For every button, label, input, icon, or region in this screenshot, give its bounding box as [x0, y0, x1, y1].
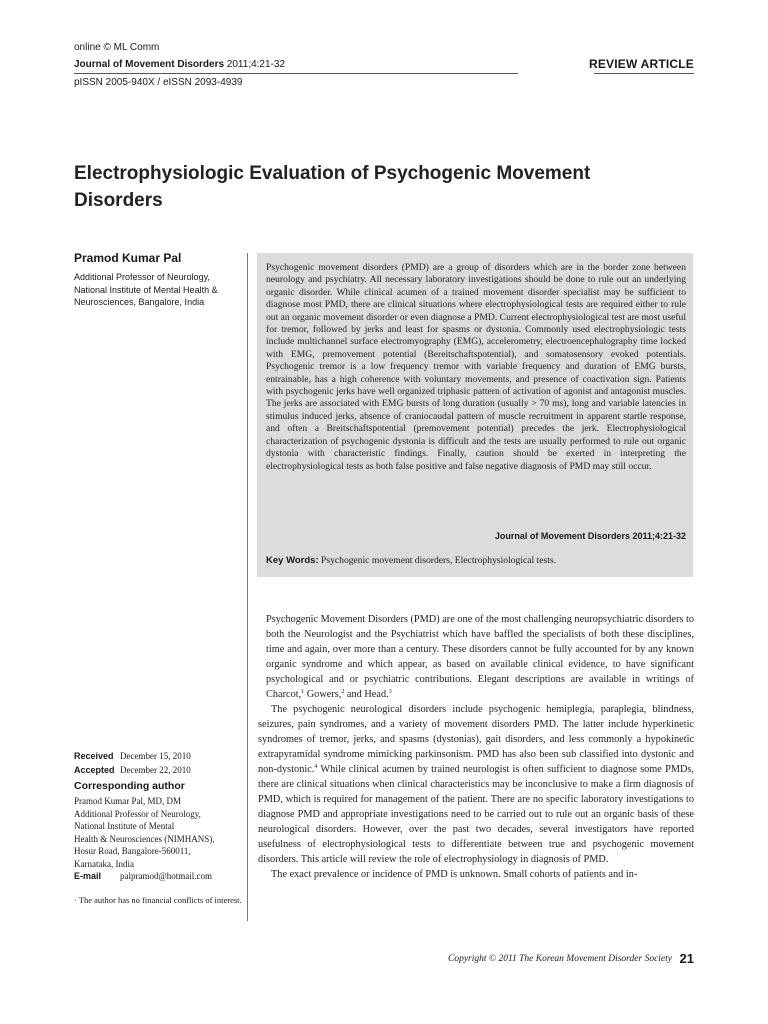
online-label: online © ML Comm — [74, 42, 160, 53]
received-date — [74, 749, 191, 763]
corr-name: Pramod Kumar Pal, MD, DM — [74, 796, 181, 806]
article-type: REVIEW ARTICLE — [588, 57, 694, 71]
author-name: Pramod Kumar Pal — [74, 251, 182, 265]
received-value: December 15, 2010 — [120, 751, 191, 761]
column-divider — [247, 253, 248, 921]
conflict-statement: · The author has no financial conflicts of interest. — [74, 895, 242, 905]
corr-line: Karnataka, India — [74, 858, 134, 869]
body-paragraph-2 — [258, 702, 694, 867]
corr-line: Health & Neurosciences (NIMHANS), — [74, 833, 215, 844]
author-affiliation: Additional Professor of Neurology, National Institute of Mental Health & Neurosciences, Bangalore, India — [74, 272, 218, 307]
header-rule — [74, 73, 518, 74]
accepted-value: December 22, 2010 — [120, 765, 191, 775]
corr-email — [74, 870, 244, 883]
body-text: and Head. — [344, 689, 389, 700]
abstract-citation: Journal of Movement Disorders 2011;4:21-32 — [494, 531, 686, 541]
body-text: The psychogenic neurological disorders include psychogenic hemiplegia, paraplegia, blindness, seizures, pain syndromes, and a variety of movement disorders PMD. The latter include hyperkinetic syndromes of tremor, jerks, and spasms (dystonias), gait disorders, and less commonly a hypokinetic extrapyramidal syndrome mimicking parkinsonism. PMD has also been sub classified into dystonic and non-dystonic. — [258, 704, 694, 775]
reference-1[interactable]: 1 — [301, 689, 305, 695]
email-label: E-mail — [74, 871, 102, 881]
keywords-label: Key Words: — [266, 555, 319, 566]
corr-line: Hosur Road, Bangalore-560011, — [74, 846, 191, 856]
body-paragraph-3: The exact prevalence or incidence of PMD is unknown. Small cohorts of patients and in- — [271, 869, 638, 880]
journal-citation — [74, 59, 285, 70]
received-label: Received — [74, 751, 114, 761]
article-title: Electrophysiologic Evaluation of Psychogenic Movement Disorders — [74, 163, 591, 211]
corr-line: Additional Professor of Neurology, — [74, 808, 201, 819]
journal-name: Journal of Movement Disorders — [74, 59, 225, 70]
corresponding-author — [74, 795, 244, 883]
keywords — [266, 555, 556, 566]
email-link[interactable]: palpramod@hotmail.com — [120, 871, 213, 881]
corresponding-author-heading: Corresponding author — [74, 780, 185, 792]
body-text: Gowers, — [304, 689, 342, 700]
accepted-label: Accepted — [74, 765, 115, 775]
reference-4[interactable]: 4 — [314, 764, 318, 770]
article-dates — [74, 749, 191, 777]
copyright: Copyright © 2011 The Korean Movement Disorder Society — [447, 954, 672, 964]
reference-3[interactable]: 3 — [388, 689, 392, 695]
reference-2[interactable]: 2 — [341, 689, 345, 695]
body-text: While clinical acumen by trained neurologist is often sufficient to diagnose some PMDs, there are clinical situations when clinical characteristics may be inconclusive to make a firm diagnosis of PMD, which is required for management of the patient. There are no specific laboratory investigations to diagnose PMD and appropriate investigations need to be carried out to rule out an organic basis of these neurological disorders. However, over the past two decades, several investigators have reported usefulness of electrophysiological tests to differentiate between true and psychogenic movement disorders. This article will review the role of electrophysiology in diagnosis of PMD. — [258, 764, 694, 865]
header-rule-right — [594, 73, 694, 74]
keywords-text: Psychogenic movement disorders, Electrophysiological tests. — [318, 555, 557, 566]
page-number: 21 — [679, 951, 694, 966]
body-paragraph-1 — [258, 612, 694, 702]
abstract-text: Psychogenic movement disorders (PMD) are a group of disorders which are in the border zone between neurology and psychiatry. All necessary laboratory investigations should be done to rule out an underlying organic disorder. While clinical acumen of a trained movement disorder specialist may be sufficient to diagnose most PMD, there are clinical situations where electrophysiological tests are required either to rule out an organic movement disorder or even diagnose a PMD. Current electrophysiological test are most useful for tremor, followed by jerks and least for spasms or dystonia. Commonly used electrophysiologic tests include multichannel surface electromyography (EMG), accelerometry, electroencephalography time locked with EMG, premovement potential (Bereitschaftspotential), and somatosensory evoked potentials. Psychogenic tremor is a low frequency tremor with variable frequency and duration of EMG bursts, entrainable, has a high coherence with voluntary movements, and presence of coactivation sign. Patients with psychogenic jerks have well organized triphasic pattern of activation of agonist and antagonist muscles. The jerks are associated with EMG bursts of long duration (usually > 70 ms), long and variable latencies in stimulus induced jerks, absence of craniocaudal pattern of muscle recruitment in apparent startle response, and often a Breitschaftspotential (premovement potential) precedes the jerk. Electrophysiological characterization of psychogenic dystonia is difficult and the tests are usually performed to rule out organic dystonia with characteristic findings. Finally, caution should be exerted in interpreting the electrophysiological tests as both false positive and false negative diagnosis of PMD may still occur. — [266, 262, 686, 472]
issn: pISSN 2005-940X / eISSN 2093-4939 — [74, 77, 243, 88]
article-body — [258, 612, 694, 882]
journal-issue: 2011;4:21-32 — [224, 59, 286, 70]
body-text: Psychogenic Movement Disorders (PMD) are one of the most challenging neuropsychiatric disorders to both the Neurologist and the Psychiatrist which have baffled the specialists of both these disciplines, time and again, over more than a century. These disorders cannot be fully accounted for by any known organic syndrome and which appear, as based on available clinical evidence, to have significant psychological and or psychiatric contributions. Elegant descriptions are available in writings of Charcot, — [266, 614, 694, 700]
corr-line: National Institute of Mental — [74, 821, 175, 831]
accepted-date — [74, 763, 191, 777]
